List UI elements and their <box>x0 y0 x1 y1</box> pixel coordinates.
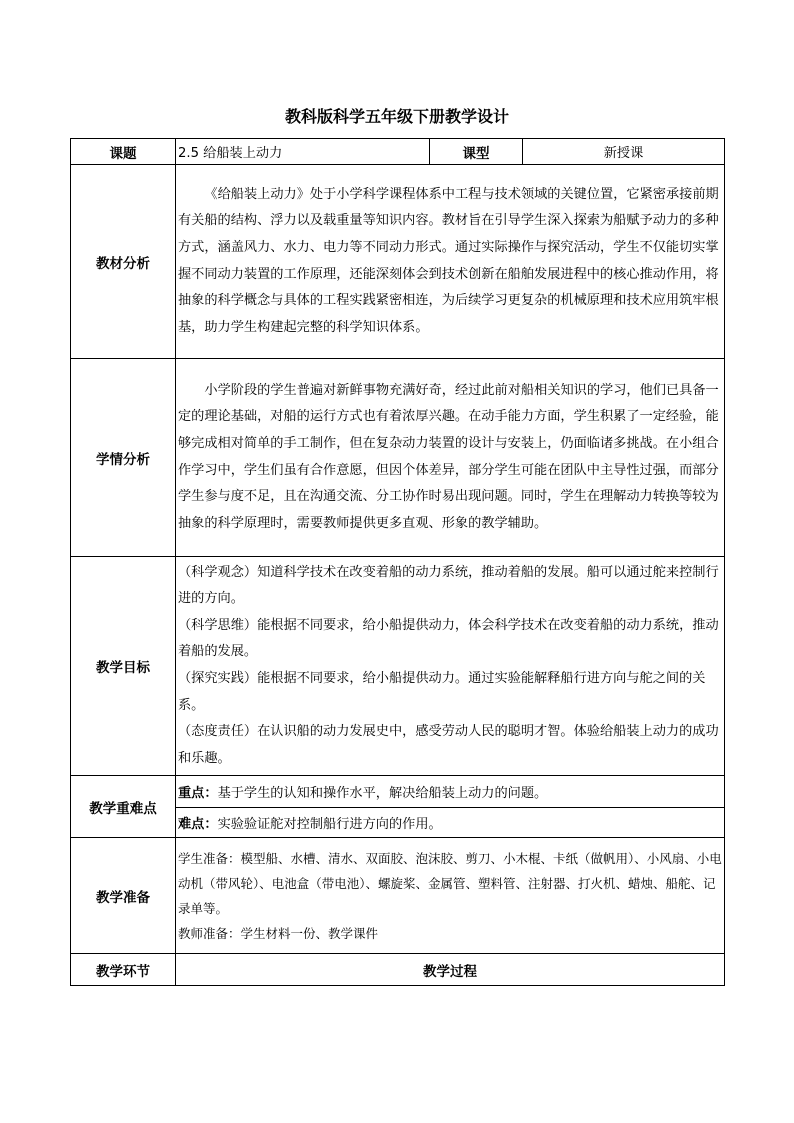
preparation-label: 教学准备 <box>71 838 176 954</box>
teaching-goals-label: 教学目标 <box>71 557 176 776</box>
key-point-row <box>71 776 725 808</box>
difficulty-text: 实验验证舵对控制船行进方向的作用。 <box>217 817 442 832</box>
lesson-type-value: 新授课 <box>523 139 725 165</box>
document-title: 教科版科学五年级下册教学设计 <box>284 107 509 126</box>
topic-value: 2.5 给船装上动力 <box>176 139 430 165</box>
topic-row <box>71 139 725 165</box>
goal-item: （态度责任）在认识船的动力发展史中，感受劳动人民的聪明才智。体验给船装上动力的成功和乐趣。 <box>178 724 719 766</box>
lesson-type-label: 课型 <box>430 139 523 165</box>
teacher-preparation-text: 教师准备：学生材料一份、教学课件 <box>178 925 379 941</box>
lesson-plan-table <box>70 138 725 986</box>
material-analysis-label: 教材分析 <box>71 165 176 359</box>
key-point-text: 基于学生的认知和操作水平，解决给船装上动力的问题。 <box>217 786 548 801</box>
key-point-prefix: 重点： <box>178 786 218 801</box>
student-analysis-row <box>71 359 725 557</box>
student-analysis-label: 学情分析 <box>71 359 176 557</box>
student-preparation-text: 学生准备：模型船、水槽、清水、双面胶、泡沫胶、剪刀、小木棍、卡纸（做帆用）、小风扇、小电动机（带风轮）、电池盒（带电池）、螺旋桨、金属管、塑料管、注射器、打火机、蜡烛、船舵、记录单等。 <box>178 850 722 916</box>
goal-item: （科学思维）能根据不同要求，给小船提供动力，体会科学技术在改变着船的动力系统，推动着船的发展。 <box>178 617 719 660</box>
process-header-row <box>71 954 725 986</box>
key-difficulty-label: 教学重难点 <box>71 776 176 838</box>
teaching-process-label: 教学过程 <box>176 954 725 986</box>
goal-item: （科学观念）知道科学技术在改变着船的动力系统，推动着船的发展。船可以通过舵来控制行进的方向。 <box>178 564 719 607</box>
goal-item: （探究实践）能根据不同要求，给小船提供动力。通过实验能解释船行进方向与舵之间的关系。 <box>178 671 706 713</box>
material-analysis-row <box>71 165 725 359</box>
topic-label: 课题 <box>71 139 176 165</box>
difficulty-prefix: 难点： <box>178 817 218 832</box>
teaching-goals-row <box>71 557 725 776</box>
material-analysis-text: 《给船装上动力》处于小学科学课程体系中工程与技术领域的关键位置，它紧密承接前期有关船的结构、浮力以及载重量等知识内容。教材旨在引导学生深入探索为船赋予动力的多种方式，涵盖风力、水力、电力等不同动力形式。通过实际操作与探究活动，学生不仅能切实掌握不同动力装置的工作原理，还能深刻体会到技术创新在船舶发展进程中的核心推动作用，将抽象的科学概念与具体的工程实践紧密相连，为后续学习更复杂的机械原理和技术应用筑牢根基，助力学生构建起完整的科学知识体系。 <box>178 186 719 335</box>
preparation-row <box>71 838 725 954</box>
teaching-stage-label: 教学环节 <box>71 954 176 986</box>
student-analysis-text: 小学阶段的学生普遍对新鲜事物充满好奇，经过此前对船相关知识的学习，他们已具备一定的理论基础，对船的运行方式也有着浓厚兴趣。在动手能力方面，学生积累了一定经验，能够完成相对简单的手工制作，但在复杂动力装置的设计与安装上，仍面临诸多挑战。在小组合作学习中，学生们虽有合作意愿，但因个体差异，部分学生可能在团队中主导性过强，而部分学生参与度不足，且在沟通交流、分工协作时易出现问题。同时，学生在理解动力转换等较为抽象的科学原理时，需要教师提供更多直观、形象的教学辅助。 <box>178 382 719 531</box>
